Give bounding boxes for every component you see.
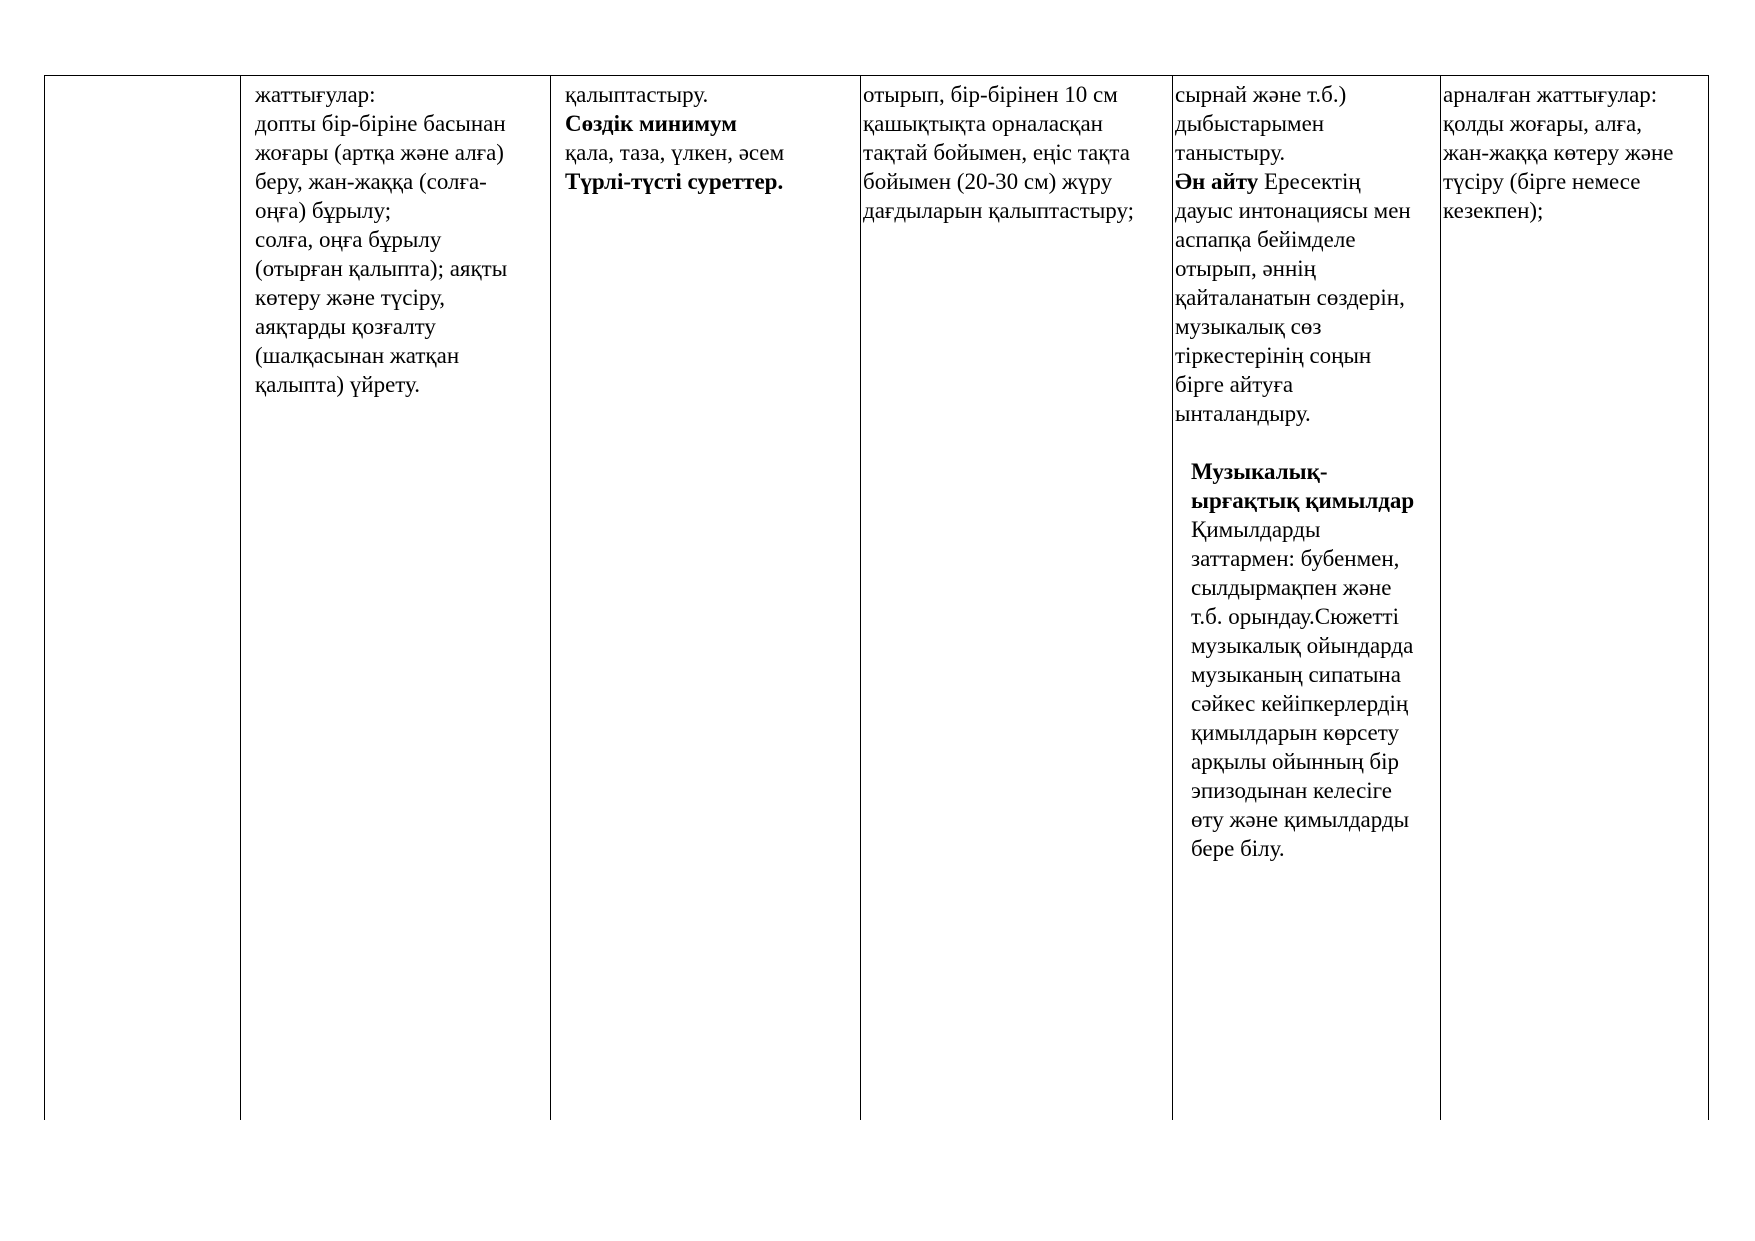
- arm-exercise-text: [1443, 80, 1673, 225]
- text-line: түсіру (бірге немесе: [1443, 169, 1641, 194]
- text-line: қайталанатын сөздерін,: [1175, 285, 1405, 310]
- rhythm-heading: ырғақтық қимылдар: [1191, 488, 1415, 513]
- text-line: заттармен: бубенмен,: [1191, 546, 1400, 571]
- song-line: [1175, 167, 1411, 196]
- rhythm-heading: Музыкалық-: [1191, 459, 1328, 484]
- text-line: отырып, әннің: [1175, 256, 1316, 281]
- text-line: жан-жаққа көтеру және: [1443, 140, 1674, 165]
- song-first-line: Ересектің: [1258, 169, 1361, 194]
- vocabulary-words: қала, таза, үлкен, әсем: [565, 140, 785, 165]
- text-line: бойымен (20-30 см) жүру: [863, 169, 1113, 194]
- text-line: дыбыстарымен: [1175, 111, 1325, 136]
- table-column-2: [241, 76, 551, 1120]
- text-line: дағдыларын қалыптастыру;: [863, 198, 1135, 223]
- table-column-6: [1441, 76, 1707, 1120]
- text-line: қашықтықта орналасқан: [863, 111, 1103, 136]
- text-line: бере білу.: [1191, 836, 1285, 861]
- text-line: қалыптастыру.: [565, 82, 709, 107]
- song-heading: Ән айту: [1175, 169, 1259, 194]
- text-line: тіркестерінің соңын: [1175, 343, 1372, 368]
- plan-table: [44, 75, 1709, 1120]
- text-line: эпизодынан келесіге: [1191, 778, 1393, 803]
- vocabulary-text: [565, 80, 784, 196]
- text-line: Қимылдарды: [1191, 517, 1321, 542]
- text-line: сырнай және т.б.): [1175, 82, 1347, 107]
- text-line: музыкалық сөз: [1175, 314, 1322, 339]
- text-line: өту және қимылдарды: [1191, 807, 1410, 832]
- text-line: ынталандыру.: [1175, 401, 1311, 426]
- text-line: сылдырмақпен және: [1191, 575, 1392, 600]
- text-line: арналған жаттығулар:: [1443, 82, 1658, 107]
- text-line: беру, жан-жаққа (солға-: [255, 169, 487, 194]
- text-line: кезекпен);: [1443, 198, 1544, 223]
- text-line: музыканың сипатына: [1191, 662, 1401, 687]
- text-line: (отырған қалыпта); аяқты: [255, 256, 508, 281]
- text-line: аспапқа бейімделе: [1175, 227, 1356, 252]
- text-line: аяқтарды қозғалту: [255, 314, 436, 339]
- table-column-5: [1173, 76, 1441, 1120]
- text-line: қимылдарын көрсету: [1191, 720, 1400, 745]
- text-line: көтеру және түсіру,: [255, 285, 446, 310]
- table-column-4: [861, 76, 1173, 1120]
- vocabulary-heading: Сөздік минимум: [565, 111, 737, 136]
- text-line: т.б. орындау.Сюжетті: [1191, 604, 1399, 629]
- text-line: арқылы ойынның бір: [1191, 749, 1399, 774]
- table-column-1: [45, 76, 241, 1120]
- text-line: сәйкес кейіпкерлердің: [1191, 691, 1409, 716]
- rhythm-block: [1191, 457, 1427, 863]
- music-text: [1175, 80, 1415, 863]
- text-line: дауыс интонациясы мен: [1175, 198, 1411, 223]
- text-line: оңға) бұрылу;: [255, 198, 392, 223]
- text-line: отырып, бір-бірінен 10 см: [863, 82, 1118, 107]
- pictures-label: Түрлі-түсті суреттер.: [565, 169, 784, 194]
- exercise-text: [255, 80, 507, 399]
- text-line: таныстыру.: [1175, 140, 1286, 165]
- text-line: қалыпта) үйрету.: [255, 372, 420, 397]
- text-line: жаттығулар:: [255, 82, 376, 107]
- paragraph-gap: [1175, 428, 1411, 457]
- text-line: солға, оңға бұрылу: [255, 227, 442, 252]
- text-line: музыкалық ойындарда: [1191, 633, 1414, 658]
- text-line: қолды жоғары, алға,: [1443, 111, 1642, 136]
- text-line: бірге айтуға: [1175, 372, 1294, 397]
- text-line: тақтай бойымен, еңіс тақта: [863, 140, 1130, 165]
- text-line: допты бір-біріне басынан: [255, 111, 506, 136]
- walking-text: [863, 80, 1134, 225]
- table-column-3: [551, 76, 861, 1120]
- text-line: жоғары (артқа және алға): [255, 140, 504, 165]
- text-line: (шалқасынан жатқан: [255, 343, 460, 368]
